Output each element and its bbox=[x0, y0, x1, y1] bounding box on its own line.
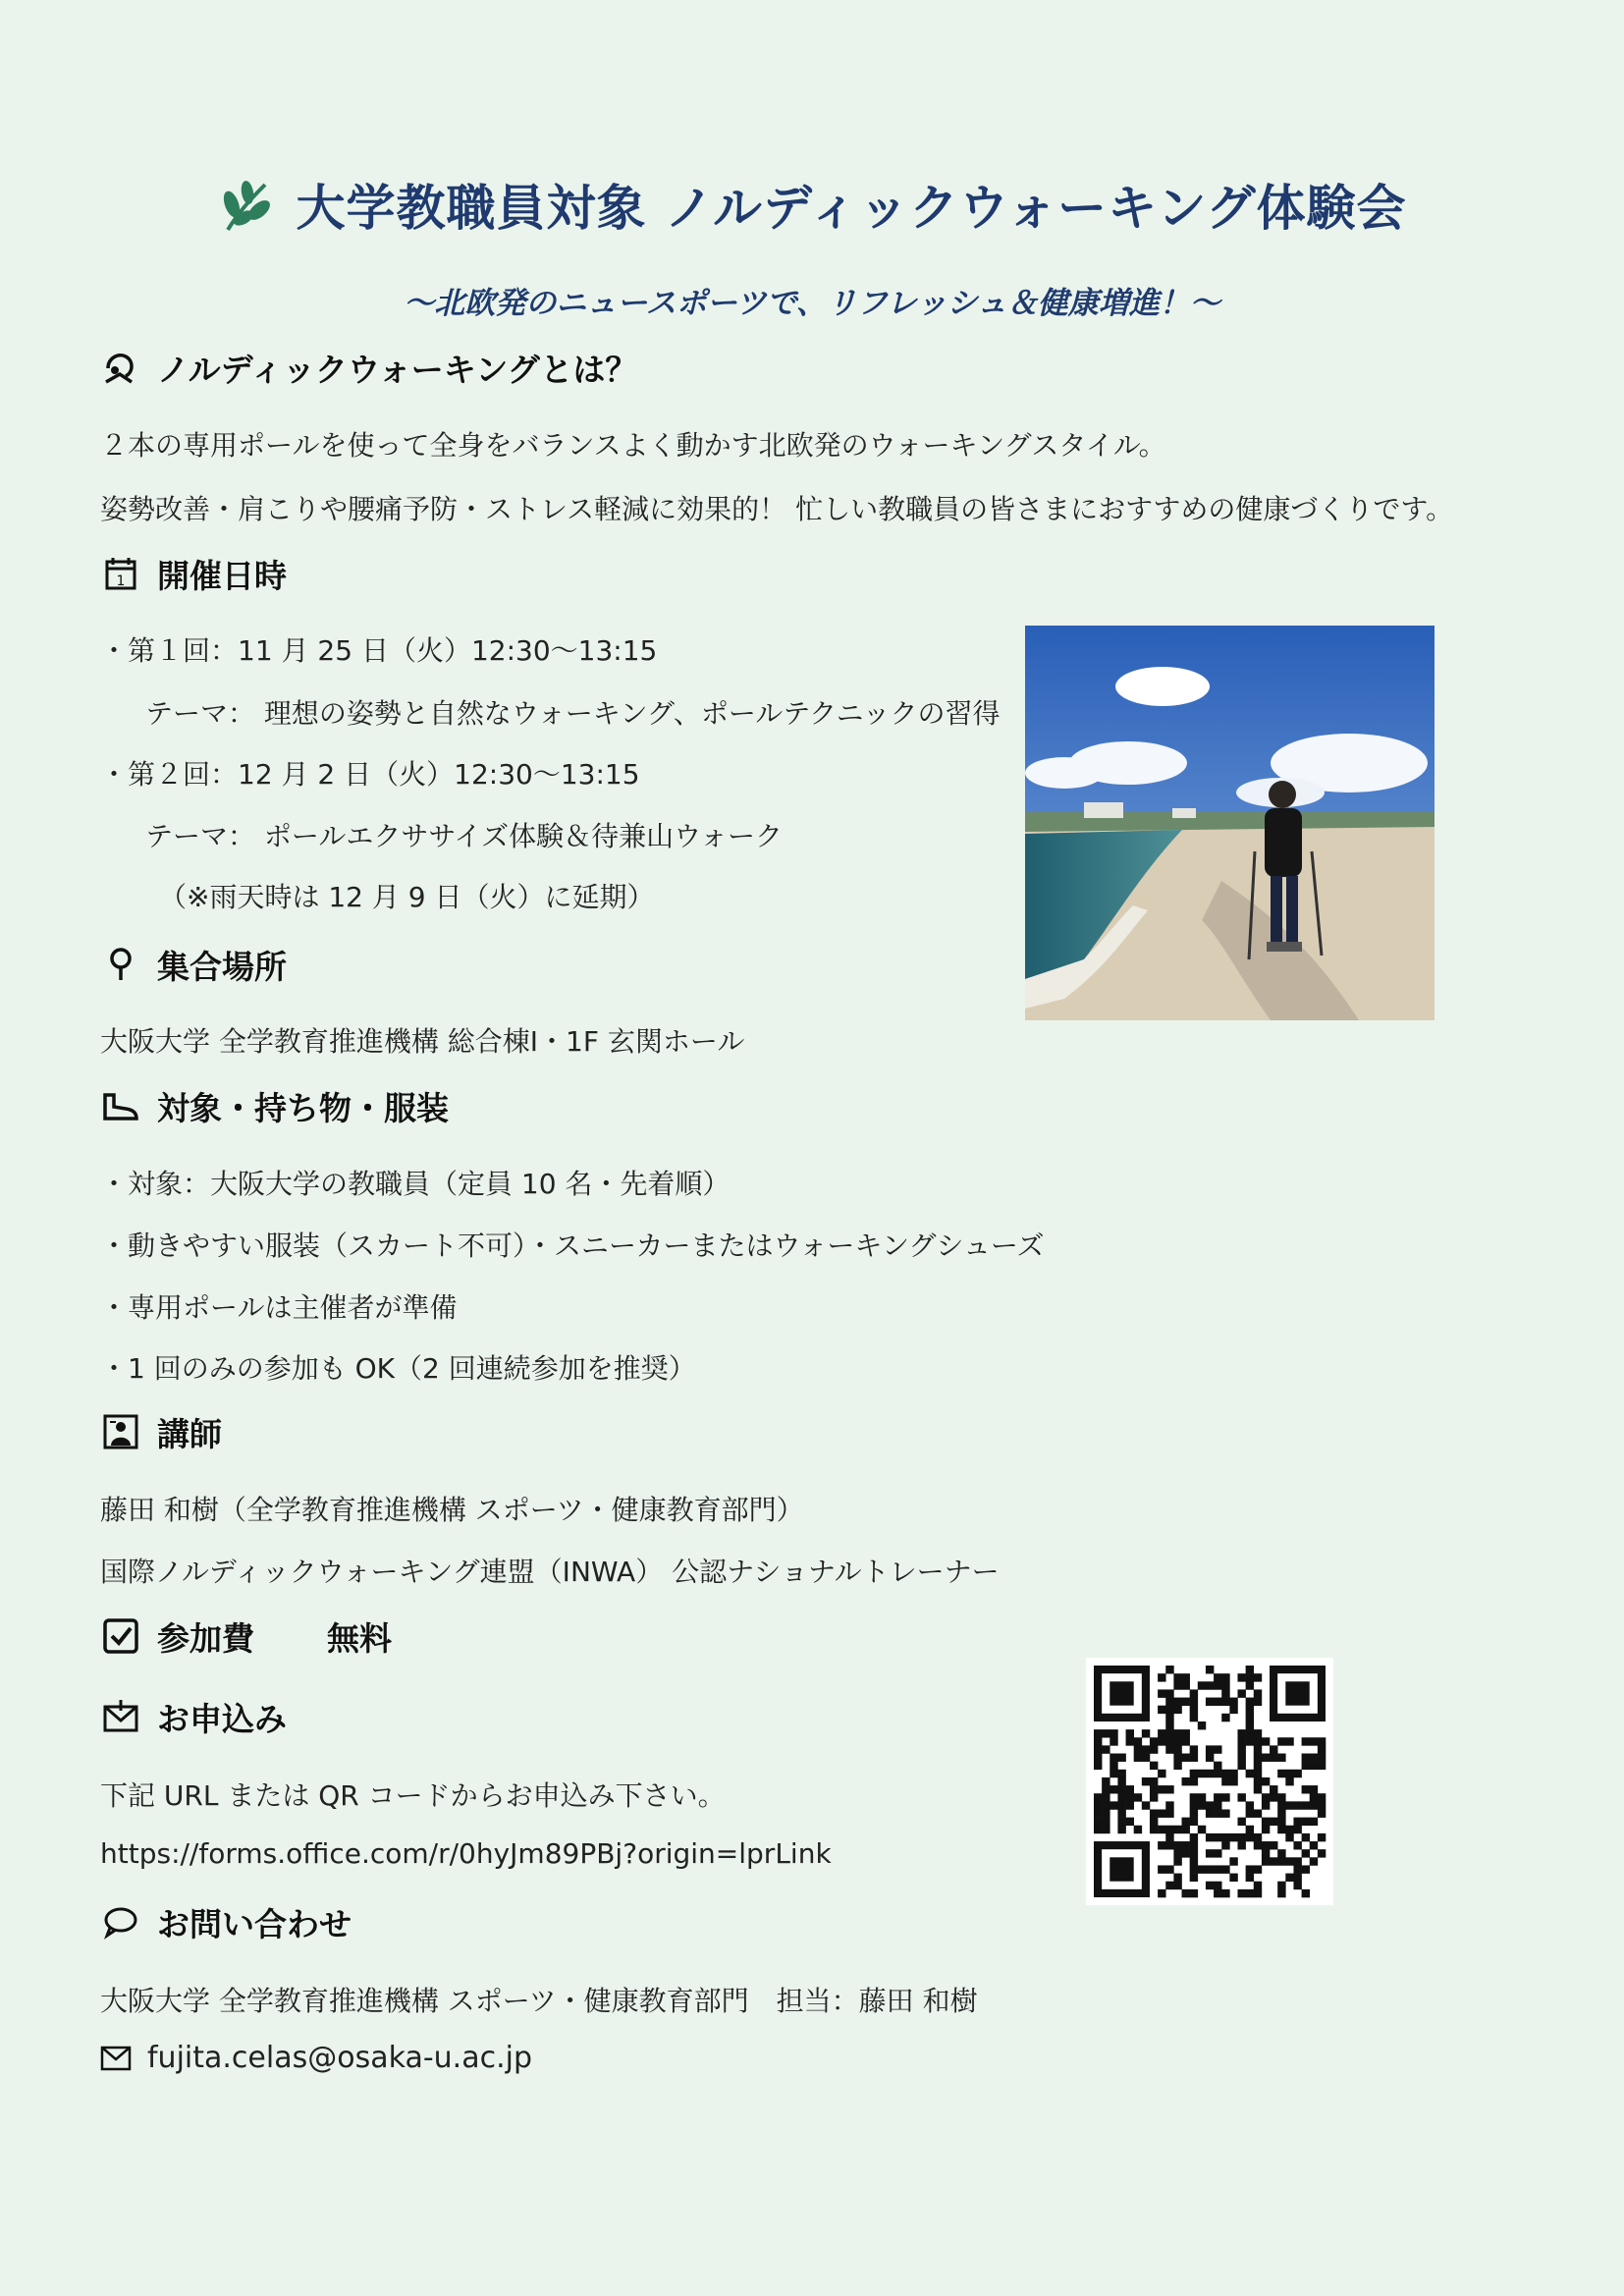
leaf-icon bbox=[218, 175, 273, 234]
teacher-icon bbox=[102, 1413, 139, 1450]
session-1-theme: テーマ： 理想の姿勢と自然なウォーキング、ポールテクニックの習得 bbox=[145, 697, 1001, 730]
schedule-heading-text: 開催日時 bbox=[157, 556, 287, 595]
about-line-1: ２本の専用ポールを使って全身をバランスよく動かす北欧発のウォーキングスタイル。 bbox=[100, 429, 1166, 462]
apply-url-link[interactable]: https://forms.office.com/r/0hyJm89PBj?origin=lprLink bbox=[100, 1837, 832, 1870]
mail-icon bbox=[100, 2046, 132, 2071]
fee-value: 無料 bbox=[327, 1618, 392, 1658]
contact-heading-text: お問い合わせ bbox=[157, 1904, 352, 1943]
title-text: 大学教職員対象 ノルディックウォーキング体験会 bbox=[296, 180, 1407, 237]
contact-org: 大阪大学 全学教育推進機構 スポーツ・健康教育部門 担当：藤田 和樹 bbox=[100, 1985, 978, 2017]
apply-heading bbox=[102, 1693, 287, 1740]
target-item: ・対象：大阪大学の教職員（定員 10 名・先着順） bbox=[100, 1168, 731, 1200]
pin-icon bbox=[102, 946, 139, 983]
check-icon bbox=[102, 1617, 139, 1655]
contact-email-link[interactable]: fujita.celas@osaka-u.ac.jp bbox=[147, 2041, 532, 2075]
qr-code[interactable] bbox=[1086, 1658, 1333, 1905]
target-item: ・専用ポールは主催者が準備 bbox=[100, 1291, 458, 1324]
fee-label: 参加費 bbox=[157, 1618, 254, 1658]
session-1: ・第１回：11 月 25 日（火）12:30〜13:15 bbox=[100, 634, 658, 667]
walking-icon bbox=[102, 349, 139, 386]
target-heading-text: 対象・持ち物・服装 bbox=[157, 1088, 449, 1127]
svg-text:1: 1 bbox=[116, 574, 126, 589]
session-2-theme: テーマ： ポールエクササイズ体験＆待兼山ウォーク bbox=[145, 820, 783, 852]
venue-text: 大阪大学 全学教育推進機構 総合棟Ⅰ・1F 玄関ホール bbox=[100, 1025, 745, 1058]
instructor-heading bbox=[102, 1408, 222, 1455]
instructor-name: 藤田 和樹（全学教育推進機構 スポーツ・健康教育部門） bbox=[100, 1494, 804, 1526]
speech-bubble-icon bbox=[102, 1903, 139, 1941]
about-heading bbox=[102, 344, 637, 391]
about-heading-text: ノルディックウォーキングとは？ bbox=[157, 350, 638, 389]
target-item: ・動きやすい服装（スカート不可）・スニーカーまたはウォーキングシューズ bbox=[100, 1230, 1045, 1262]
contact-email-row bbox=[100, 2041, 532, 2075]
target-heading bbox=[102, 1082, 449, 1129]
rain-note: （※雨天時は 12 月 9 日（火）に延期） bbox=[159, 881, 655, 913]
contact-heading bbox=[102, 1898, 352, 1945]
apply-heading-text: お申込み bbox=[157, 1699, 287, 1738]
subtitle: 〜北欧発のニュースポーツで、リフレッシュ＆健康増進！〜 bbox=[404, 286, 1220, 321]
page-title bbox=[0, 165, 1624, 244]
apply-text: 下記 URL または QR コードからお申込み下さい。 bbox=[100, 1779, 726, 1812]
calendar-icon bbox=[102, 555, 139, 592]
instructor-heading-text: 講師 bbox=[157, 1414, 222, 1453]
target-item: ・1 回のみの参加も OK（2 回連続参加を推奨） bbox=[100, 1352, 696, 1385]
envelope-icon bbox=[102, 1698, 139, 1735]
instructor-title: 国際ノルディックウォーキング連盟（INWA） 公認ナショナルトレーナー bbox=[100, 1556, 1000, 1588]
fee-heading bbox=[102, 1613, 392, 1660]
beach-walking-photo bbox=[1025, 626, 1435, 1020]
venue-heading bbox=[102, 941, 287, 988]
about-line-2: 姿勢改善・肩こりや腰痛予防・ストレス軽減に効果的！ 忙しい教職員の皆さまにおすすめの健康づくりです。 bbox=[100, 493, 1454, 525]
schedule-heading bbox=[102, 550, 287, 597]
venue-heading-text: 集合場所 bbox=[157, 947, 287, 986]
shoe-icon bbox=[102, 1087, 139, 1124]
session-2: ・第２回：12 月 2 日（火）12:30〜13:15 bbox=[100, 758, 640, 791]
